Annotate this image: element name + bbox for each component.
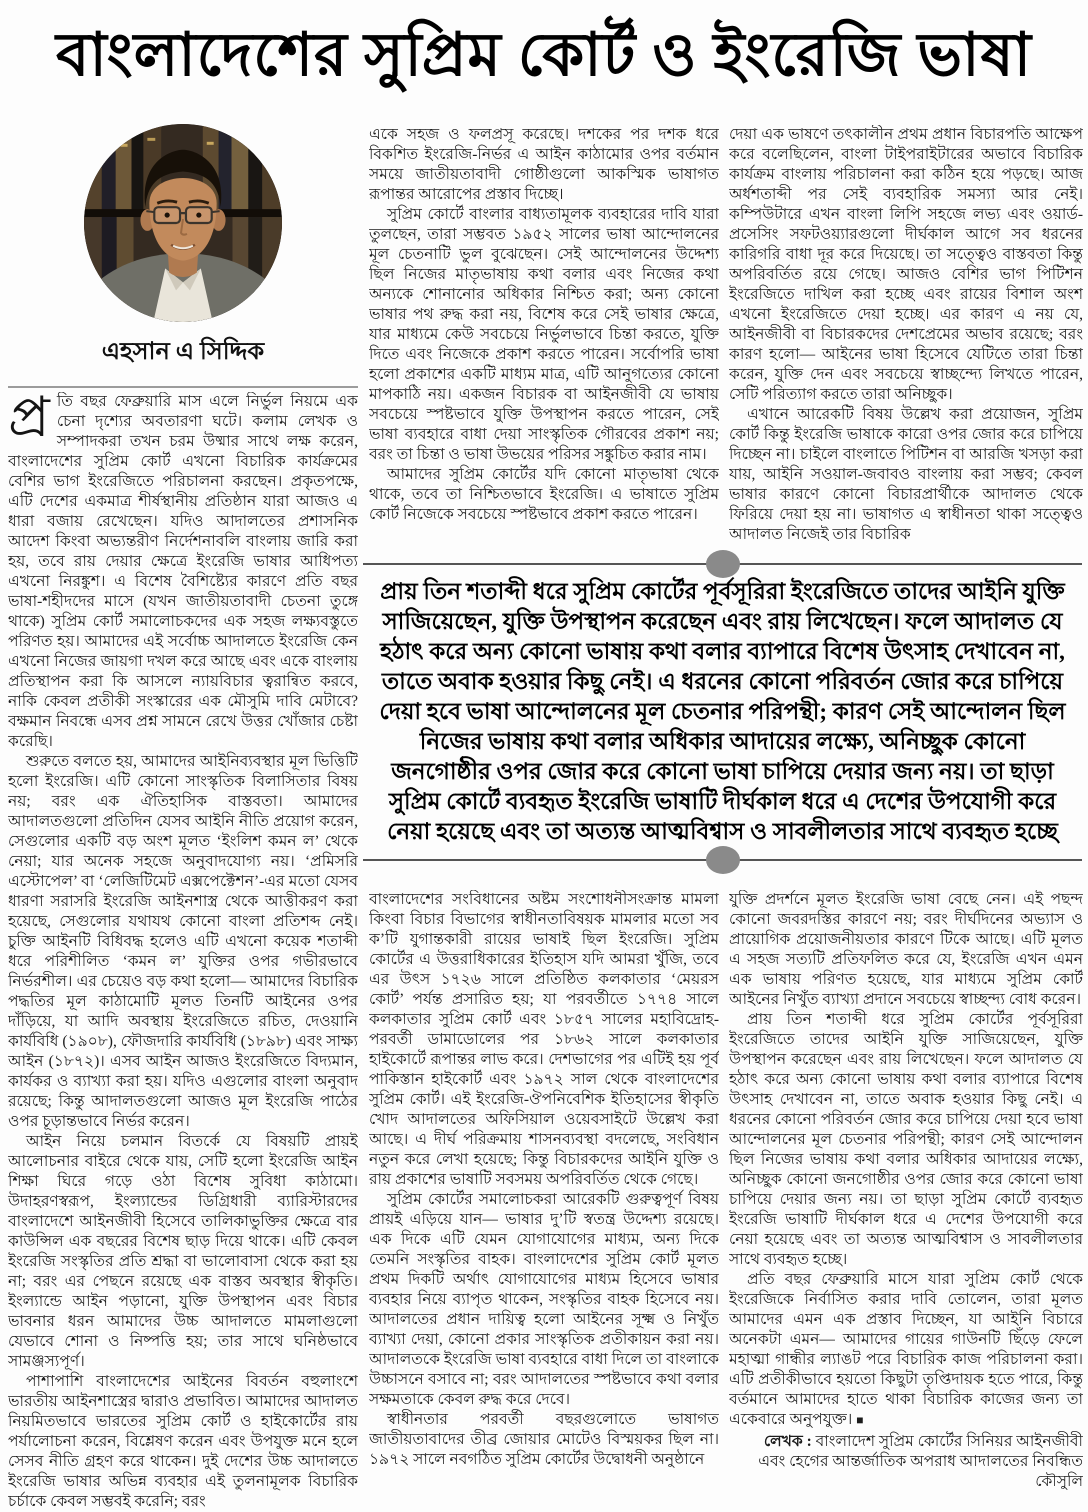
article-column-left — [8, 392, 358, 1512]
author-bio — [729, 1432, 1083, 1492]
paragraph: দেয়া এক ভাষণে তৎকালীন প্রথম প্রধান বিচারপতি আক্ষেপ করে বলেছিলেন, বাংলা টাইপরাইটারের অভাবে বিচারিক কার্যক্রম বাংলায় পরিচালনা করা কঠিন হয়ে পড়ছে। আজ অর্ধশতাব্দী পর সেই ব্যবহারিক সমস্যা আর নেই। কম্পিউটারে এখন বাংলা লিপি সহজে লভ্য এবং ওয়ার্ড-প্রসেসিং সফটওয়্যারগুলো দীর্ঘকাল আগে সব ধরনের কারিগরি বাধা দূর করে দিয়েছে। তা সত্ত্বেও বাস্তবতা কিন্তু অপরিবর্তিত রয়ে গেছে। আজও বেশির ভাগ পিটিশন ইংরেজিতে দাখিল করা হচ্ছে এবং রায়ের বিশাল অংশ এখনো ইংরেজিতে দেয়া হচ্ছে। এর কারণ এ নয় যে, আইনজীবী বা বিচারকদের দেশপ্রেমের অভাব রয়েছে; বরং কারণ হলো— আইনের ভাষা হিসেবে যেটিতে তারা চিন্তা করেন, যুক্তি দেন এবং সবচেয়ে স্বাচ্ছন্দ্যে লিখতে পারেন, সেটি পরিত্যাগ করতে তারা অনিচ্ছুক। — [729, 126, 1083, 403]
paragraph: একে সহজ ও ফলপ্রসূ করেছে। দশকের পর দশক ধরে বিকশিত ইংরেজি-নির্ভর এ আইন কাঠামোর ওপর বর্তমান সময়ে জাতীয়তাবাদী গোষ্ঠীগুলো আকস্মিক ভাষাগত রূপান্তর আরোপের প্রস্তাব দিচ্ছে। — [369, 126, 719, 203]
article-headline: বাংলাদেশের সুপ্রিম কোর্ট ও ইংরেজি ভাষা — [55, 22, 1033, 88]
article-column-right-bottom — [729, 890, 1083, 1512]
paragraph: প্র তি বছর ফেব্রুয়ারি মাস এলে নির্ভুল নিয়মে এক চেনা দৃশ্যের অবতারণা ঘটে। কলাম লেখক ও সম্পাদকরা তখন চরম উষ্মার সাথে লক্ষ করেন, বাংলাদেশের সুপ্রিম কোর্ট এখনো বিচারিক কার্যক্রমের বেশির ভাগ ইংরেজিতে পরিচালনা করছেন। প্রকৃতপক্ষে, এটি দেশের একমাত্র শীর্ষস্থানীয় প্রতিষ্ঠান যারা আজও এ ধারা বজায় রেখেছেন। যদিও আদালতের প্রশাসনিক আদেশ কিংবা অভ্যন্তরীণ নির্দেশনাবলি বাংলায় জারি করা হয়, তবে রায় দেয়ার ক্ষেত্রে ইংরেজি ভাষার আধিপত্য এখনো নিরঙ্কুশ। এ বিশেষ বৈশিষ্ট্যের কারণে প্রতি বছর ভাষা-শহীদদের মাসে (যখন জাতীয়তাবাদী চেতনা তুঙ্গে থাকে) সুপ্রিম কোর্ট সমালোচকদের এক সহজ লক্ষ্যবস্তুতে পরিণত হয়। আমাদের এই সর্বোচ্চ আদালতে ইংরেজি কেন এখনো নিজের জায়গা দখল করে আছে এবং একে বাংলায় প্রতিস্থাপন করা কি আসলে ন্যায়বিচার ত্বরান্বিত করবে, নাকি কেবল প্রতীকী সংস্কারের এক মৌসুমি দাবি মেটাবে? বক্ষমান নিবন্ধে এসব প্রশ্ন সামনে রেখে উত্তর খোঁজার চেষ্টা করেছি। — [8, 392, 358, 750]
pull-quote — [363, 563, 1082, 861]
paragraph: বাংলাদেশের সংবিধানের অষ্টম সংশোধনীসংক্রান্ত মামলা কিংবা বিচার বিভাগের স্বাধীনতাবিষয়ক মামলার মতো সব ক’টি যুগান্তকারী রায়ের ভাষাই ছিল ইংরেজি। সুপ্রিম কোর্টের এ উত্তরাধিকারের ইতিহাস যদি আমরা খুঁজি, তবে এর উৎস ১৭২৬ সালে প্রতিষ্ঠিত কলকাতার ‘মেয়রস কোর্ট’ পর্যন্ত প্রসারিত হয়; যা পরবর্তীতে ১৭৭৪ সালে কলকাতার সুপ্রিম কোর্ট এবং ১৮৫৭ সালের মহাবিদ্রোহ-পরবর্তী ডামাডোলের পর ১৮৬২ সালে কলকাতার হাইকোর্টে রূপান্তর লাভ করে। দেশভাগের পর এটিই হয় পূর্ব পাকিস্তান হাইকোর্ট এবং ১৯৭২ সাল থেকে বাংলাদেশের সুপ্রিম কোর্ট। এই ইংরেজি-ঔপনিবেশিক ইতিহাসের স্বীকৃতি খোদ আদালতের অফিসিয়াল ওয়েবসাইটে উল্লেখ করা আছে। এ দীর্ঘ পরিক্রমায় শাসনব্যবস্থা বদলেছে, সংবিধান নতুন করে লেখা হয়েছে; কিন্তু বিচারকদের আইনি যুক্তি ও রায় প্রকাশের ভাষাটি সবসময় অপরিবর্তিত থেকে গেছে। — [369, 891, 719, 1188]
pull-quote-dot-top — [706, 550, 740, 578]
author-photo — [84, 124, 282, 322]
article-column-right-top — [729, 125, 1083, 563]
author-bio-text: বাংলাদেশ সুপ্রিম কোর্টের সিনিয়র আইনজীবী এবং হেগের আন্তর্জাতিক অপরাধ আদালতের নিবন্ধিত কৌসুলি — [758, 1433, 1083, 1490]
paragraph: আইন নিয়ে চলমান বিতর্কে যে বিষয়টি প্রায়ই আলোচনার বাইরে থেকে যায়, সেটি হলো ইংরেজি আইন শিক্ষা ঘিরে গড়ে ওঠা বিশেষ সুবিধা কাঠামো। উদাহরণস্বরূপ, ইংল্যান্ডের ডিগ্রিধারী ব্যারিস্টারদের বাংলাদেশে আইনজীবী হিসেবে তালিকাভুক্তির ক্ষেত্রে বার কাউন্সিল এক বছরের বিশেষ ছাড় দিয়ে থাকে। এটি কেবল ইংরেজি সংস্কৃতির প্রতি শ্রদ্ধা বা ভালোবাসা থেকে করা হয় না; বরং এর পেছনে রয়েছে এক বাস্তব অবস্থার স্বীকৃতি। ইংল্যান্ডে আইন পড়ানো, যুক্তি উপস্থাপন এবং বিচার ভাবনার ধরন আমাদের উচ্চ আদালতে মামলাগুলো যেভাবে শোনা ও নিষ্পত্তি হয়; তার সাথে ঘনিষ্ঠভাবে সামঞ্জস্যপূর্ণ। — [8, 1133, 358, 1370]
author-divider — [8, 386, 358, 388]
paragraph: স্বাধীনতার পরবর্তী বছরগুলোতে ভাষাগত জাতীয়তাবাদের তীব্র জোয়ার মোটেও বিস্ময়কর ছিল না। ১৯৭২ সালে নবগঠিত সুপ্রিম কোর্টের উদ্বোধনী অনুষ্ঠানে — [369, 1411, 719, 1468]
author-portrait-image — [84, 124, 282, 322]
paragraph: যুক্তি প্রদর্শনে মূলত ইংরেজি ভাষা বেছে নেন। এই পছন্দ কোনো জবরদস্তির কারণে নয়; বরং দীর্ঘদিনের অভ্যাস ও প্রায়োগিক প্রয়োজনীয়তার কারণে টিকে আছে। এটি মূলত এ সহজ সত্যটি প্রতিফলিত করে যে, ইংরেজি এখন এমন এক ভাষায় পরিণত হয়েছে, যার মাধ্যমে সুপ্রিম কোর্ট আইনের নিখুঁত ব্যাখ্যা প্রদানে সবচেয়ে স্বাচ্ছন্দ্য বোধ করেন। — [729, 891, 1083, 1008]
pull-quote-text: প্রায় তিন শতাব্দী ধরে সুপ্রিম কোর্টের পূর্বসূরিরা ইংরেজিতে তাদের আইনি যুক্তি সাজিয়েছেন, যুক্তি উপস্থাপন করেছেন এবং রায় লিখেছেন। ফলে আদালত যে হঠাৎ করে অন্য কোনো ভাষায় কথা বলার ব্যাপারে বিশেষ উৎসাহ দেখাবেন না, তাতে অবাক হওয়ার কিছু নেই। এ ধরনের কোনো পরিবর্তন জোর করে চাপিয়ে দেয়া হবে ভাষা আন্দোলনের মূল চেতনার পরিপন্থী; কারণ সেই আন্দোলন ছিল নিজের ভাষায় কথা বলার অধিকার আদায়ের লক্ষ্যে, অনিচ্ছুক কোনো জনগোষ্ঠীর ওপর জোর করে কোনো ভাষা চাপিয়ে দেয়ার জন্য নয়। তা ছাড়া সুপ্রিম কোর্টে ব্যবহৃত ইংরেজি ভাষাটি দীর্ঘকাল ধরে এ দেশের উপযোগী করে নেয়া হয়েছে এবং তা অত্যন্ত আত্মবিশ্বাস ও সাবলীলতার সাথে ব্যবহৃত হচ্ছে — [379, 579, 1066, 844]
paragraph: সুপ্রিম কোর্টের সমালোচকরা আরেকটি গুরুত্বপূর্ণ বিষয় প্রায়ই এড়িয়ে যান— ভাষার দু’টি স্বতন্ত্র উদ্দেশ্য রয়েছে। এক দিকে এটি যেমন যোগাযোগের মাধ্যম, অন্য দিকে তেমনি সংস্কৃতির বাহক। বাংলাদেশের সুপ্রিম কোর্ট মূলত প্রথম দিকটি অর্থাৎ যোগাযোগের মাধ্যম হিসেবে ভাষার ব্যবহার নিয়ে ব্যাপৃত থাকেন, সংস্কৃতির বাহক হিসেবে নয়। আদালতের প্রধান দায়িত্ব হলো আইনের সূক্ষ্ম ও নিখুঁত ব্যাখ্যা দেয়া, কোনো প্রকার সাংস্কৃতিক প্রতীকায়ন করা নয়। আদালতকে ইংরেজি ভাষা ব্যবহারে বাধা দিলে তা বাংলাকে উচ্চাসনে বসাবে না; বরং আদালতের স্পষ্টভাবে কথা বলার সক্ষমতাকে কেবল রুদ্ধ করে দেবে। — [369, 1191, 719, 1408]
article-column-middle-top — [369, 125, 719, 563]
paragraph: প্রতি বছর ফেব্রুয়ারি মাসে যারা সুপ্রিম কোর্ট থেকে ইংরেজিকে নির্বাসিত করার দাবি তোলেন, তারা মূলত আমাদের এমন এক প্রস্তাব দিচ্ছেন, যা আইনি বিচারে অনেকটা এমন— আমাদের গায়ের গাউনটি ছিঁড়ে ফেলে মহাত্মা গান্ধীর ল্যাঙট পরে বিচারিক কাজ পরিচালনা করা। এটি প্রতীকীভাবে হয়তো কিছুটা তৃপ্তিদায়ক হতে পারে, কিন্তু বর্তমানে আমাদের হাতে থাকা বিচারিক কাজের জন্য তা একেবারে অনুপযুক্ত। ■ — [729, 1271, 1083, 1428]
paragraph: পাশাপাশি বাংলাদেশের আইনের বিবর্তন বহুলাংশে ভারতীয় আইনশাস্ত্রের দ্বারাও প্রভাবিত। আমাদের আদালত নিয়মিতভাবে ভারতের সুপ্রিম কোর্ট ও হাইকোর্টের রায় পর্যালোচনা করেন, বিশ্লেষণ করেন এবং উপযুক্ত মনে হলে সেসব নীতি গ্রহণ করে থাকেন। দুই দেশের উচ্চ আদালতে ইংরেজি ভাষার অভিন্ন ব্যবহার এই তুলনামূলক বিচারিক চর্চাকে কেবল সম্ভবই করেনি; বরং — [8, 1373, 358, 1510]
author-block — [8, 124, 358, 388]
pull-quote-dot-bottom — [706, 846, 740, 874]
paragraph: প্রায় তিন শতাব্দী ধরে সুপ্রিম কোর্টের পূর্বসূরিরা ইংরেজিতে তাদের আইনি যুক্তি সাজিয়েছেন, যুক্তি উপস্থাপন করেছেন এবং রায় লিখেছেন। ফলে আদালত যে হঠাৎ করে অন্য কোনো ভাষায় কথা বলার ব্যাপারে বিশেষ উৎসাহ দেখাবেন না, তাতে অবাক হওয়ার কিছু নেই। এ ধরনের কোনো পরিবর্তন জোর করে চাপিয়ে দেয়া হবে ভাষা আন্দোলনের মূল চেতনার পরিপন্থী; কারণ সেই আন্দোলন ছিল নিজের ভাষায় কথা বলার অধিকার আদায়ের লক্ষ্যে, অনিচ্ছুক কোনো জনগোষ্ঠীর ওপর জোর করে কোনো ভাষা চাপিয়ে দেয়ার জন্য নয়। তা ছাড়া সুপ্রিম কোর্টে ব্যবহৃত ইংরেজি ভাষাটি দীর্ঘকাল ধরে এ দেশের উপযোগী করে নেয়া হয়েছে এবং তা অত্যন্ত আত্মবিশ্বাস ও সাবলীলতার সাথে ব্যবহৃত হচ্ছে। — [729, 1011, 1083, 1268]
author-name: এহসান এ সিদ্দিক — [101, 339, 265, 365]
article-end-mark: ■ — [856, 1413, 864, 1427]
paragraph: সুপ্রিম কোর্টে বাংলার বাধ্যতামূলক ব্যবহারের দাবি যারা তুলছেন, তারা সম্ভবত ১৯৫২ সালের ভাষা আন্দোলনের মূল চেতনাটি ভুল বুঝেছেন। সেই আন্দোলনের উদ্দেশ্য ছিল নিজের মাতৃভাষায় কথা বলার এবং নিজের কথা অন্যকে শোনানোর অধিকার নিশ্চিত করা; অন্য কোনো ভাষার পথ রুদ্ধ করা নয়, বিশেষ করে সেই ভাষার ক্ষেত্রে, যার মাধ্যমে কেউ সবচেয়ে নির্ভুলভাবে চিন্তা করতে, যুক্তি দিতে এবং নিজেকে প্রকাশ করতে পারেন। সর্বোপরি ভাষা হলো প্রকাশের একটি মাধ্যম মাত্র, এটি আনুগত্যের কোনো মাপকাঠি নয়। একজন বিচারক বা আইনজীবী যে ভাষায় সবচেয়ে স্পষ্টভাবে যুক্তি উপস্থাপন করতে পারেন, সেই ভাষা ব্যবহারে বাধা দেয়া সাংস্কৃতিক গৌরবের প্রকাশ নয়; বরং তা চিন্তা ও ভাষা উভয়ের পরিসর সঙ্কুচিত করার নাম। — [369, 206, 719, 463]
paragraph: শুরুতে বলতে হয়, আমাদের আইনিব্যবস্থার মূল ভিত্তিটি হলো ইংরেজি। এটি কোনো সাংস্কৃতিক বিলাসিতার বিষয় নয়; বরং এক ঐতিহাসিক বাস্তবতা। আমাদের আদালতগুলো প্রতিদিন যেসব আইনি নীতি প্রয়োগ করেন, সেগুলোর একটি বড় অংশ মূলত ‘ইংলিশ কমন ল’ থেকে নেয়া; যার অনেক সহজে অনুবাদযোগ্য নয়। ‘প্রমিসরি এস্টোপেল’ বা ‘লেজিটিমেট এক্সপেক্টেশন’-এর মতো যেসব ধারণা সরাসরি ইংরেজি আইনশাস্ত্র থেকে আত্তীকরণ করা হয়েছে, সেগুলোর যথাযথ কোনো বাংলা প্রতিশব্দ নেই। চুক্তি আইনটি বিধিবদ্ধ হলেও এটি এখনো কয়েক শতাব্দী ধরে পরিশীলিত ‘কমন ল’ যুক্তির ওপর গভীরভাবে নির্ভরশীল। এর চেয়েও বড় কথা হলো— আমাদের বিচারিক পদ্ধতির মূল কাঠামোটি মূলত তিনটি আইনের ওপর দাঁড়িয়ে, যা আদি অবস্থায় ইংরেজিতে রচিত, দেওয়ানি কার্যবিধি (১৯০৮), ফৌজদারি কার্যবিধি (১৮৯৮) এবং সাক্ষ্য আইন (১৮৭২)। এসব আইন আজও ইংরেজিতে বিদ্যমান, কার্যকর ও ব্যাখ্যা করা হয়। যদিও এগুলোর বাংলা অনুবাদ রয়েছে; কিন্তু আদালতগুলো আজও মূল ইংরেজি পাঠের ওপর চূড়ান্তভাবে নির্ভর করেন। — [8, 753, 358, 1130]
article-column-middle-bottom — [369, 890, 719, 1512]
drop-cap: প্র — [8, 392, 50, 449]
paragraph: আমাদের সুপ্রিম কোর্টের যদি কোনো মাতৃভাষা থেকে থাকে, তবে তা নিশ্চিতভাবে ইংরেজি। এ ভাষাতে সুপ্রিম কোর্ট নিজেকে সবচেয়ে স্পষ্টভাবে প্রকাশ করতে পারেন। — [369, 466, 719, 523]
author-bio-label: লেখক : — [763, 1433, 812, 1450]
paragraph: এখানে আরেকটি বিষয় উল্লেখ করা প্রয়োজন, সুপ্রিম কোর্ট কিন্তু ইংরেজি ভাষাকে কারো ওপর জোর করে চাপিয়ে দিচ্ছেন না। চাইলে বাংলাতে পিটিশন বা আরজি খসড়া করা যায়, আইনি সওয়াল-জবাবও বাংলায় করা সম্ভব; কেবল ভাষার কারণে কোনো বিচারপ্রার্থীকে আদালত থেকে ফিরিয়ে দেয়া হয় না। ভাষাগত এ স্বাধীনতা থাকা সত্ত্বেও আদালত নিজেই তার বিচারিক — [729, 406, 1083, 543]
